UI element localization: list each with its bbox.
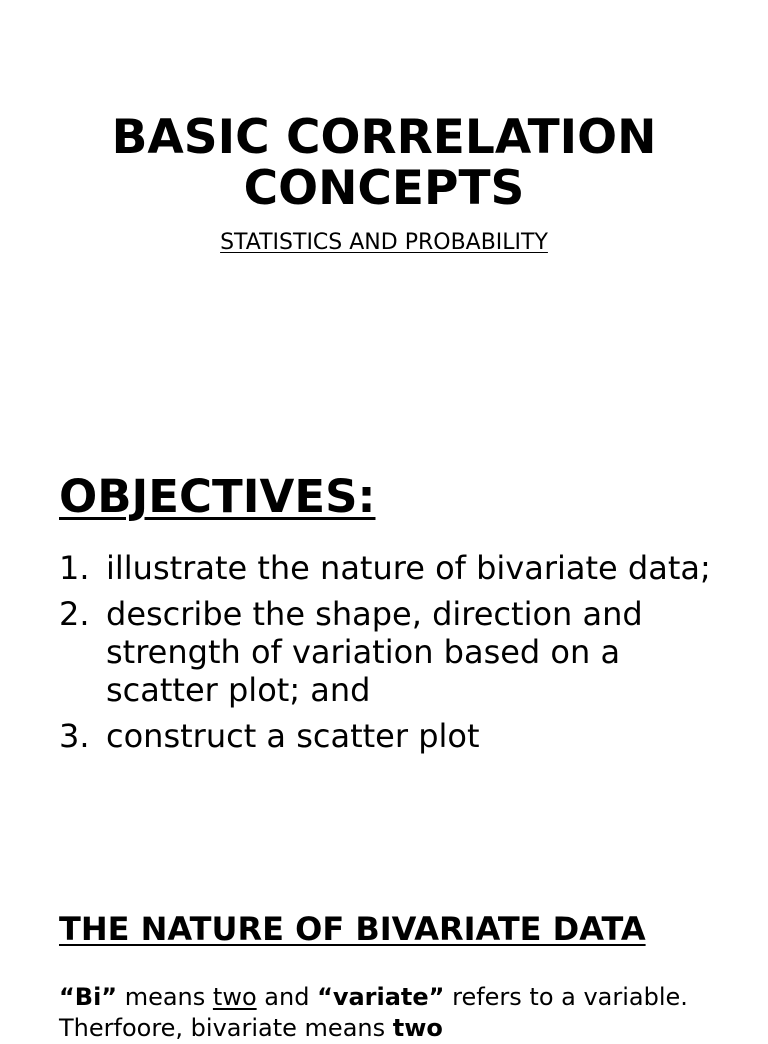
text-and: and: [256, 983, 318, 1011]
objective-number: 2.: [59, 595, 90, 633]
objectives-list: [59, 549, 739, 763]
objective-item: [59, 717, 739, 755]
text-refers: refers to a variable. Therfoore, bivariate means: [59, 983, 688, 1042]
objective-text: describe the shape, direction and strength of variation based on a scatter plot; and: [106, 595, 643, 709]
objective-number: 3.: [59, 717, 90, 755]
objective-number: 1.: [59, 549, 90, 587]
page-title: [0, 112, 768, 214]
objective-item: [59, 595, 739, 709]
objective-text: construct a scatter plot: [106, 717, 480, 755]
section-heading: THE NATURE OF BIVARIATE DATA: [59, 910, 646, 948]
term-bi: “Bi”: [59, 983, 118, 1011]
objectives-heading: OBJECTIVES:: [59, 470, 376, 523]
title-line-2: CONCEPTS: [243, 161, 525, 216]
word-two: two: [212, 983, 257, 1011]
page-subtitle: STATISTICS AND PROBABILITY: [220, 230, 548, 255]
word-two-bold: two: [392, 1014, 443, 1042]
definition-paragraph: [59, 982, 739, 1044]
objective-text: illustrate the nature of bivariate data;: [106, 549, 711, 587]
objective-item: [59, 549, 739, 587]
text-means: means: [117, 983, 213, 1011]
term-variate: “variate”: [317, 983, 445, 1011]
title-line-1: BASIC CORRELATION: [111, 110, 657, 165]
